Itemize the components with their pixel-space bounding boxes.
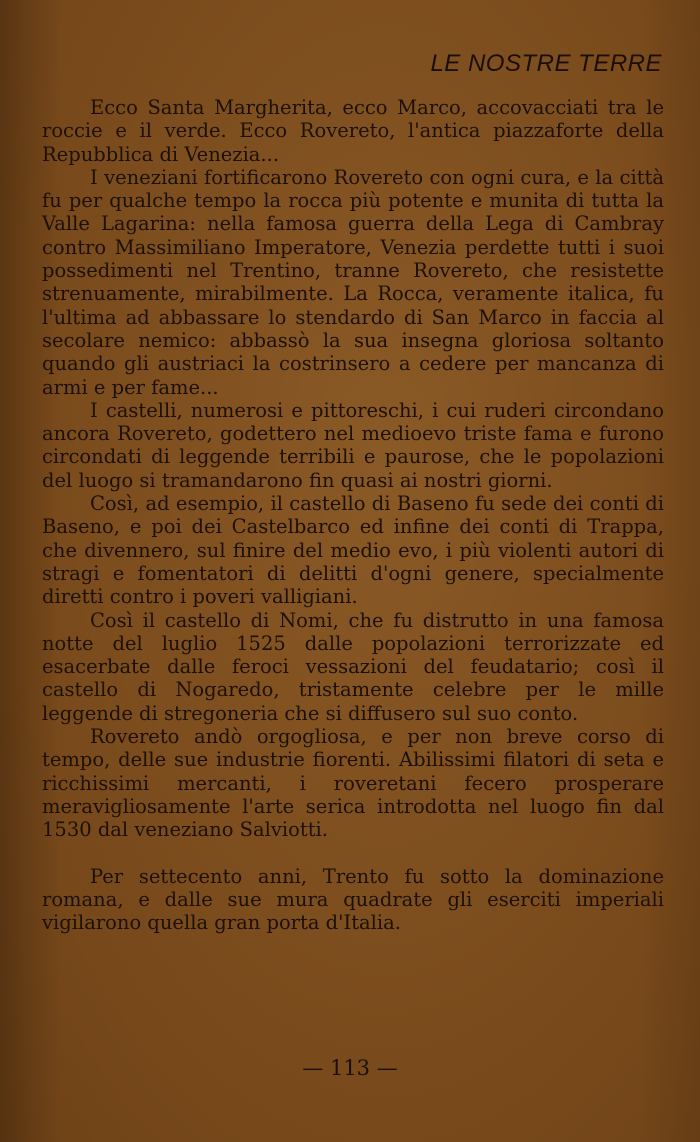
paragraph-1: Ecco Santa Margherita, ecco Marco, accovacciati tra le roccie e il verde. Ecco Rovereto, l'antica piazzaforte della Repubblica di Venezia... [42, 96, 664, 166]
paragraph-2: I veneziani fortificarono Rovereto con ogni cura, e la città fu per qualche tempo la rocca più potente e munita di tutta la Valle Lagarina: nella famosa guerra della Lega di Cambray contro Massimiliano Imperatore, Venezia perdette tutti i suoi possedimenti nel Trentino, tranne Rovereto, che resistette strenuamente, mirabilmente. La Rocca, veramente italica, fu l'ultima ad abbassare lo stendardo di San Marco in faccia al secolare nemico: abbassò la sua insegna gloriosa soltanto quando gli austriaci la costrinsero a cedere per mancanza di armi e per fame... [42, 165, 664, 399]
paragraph-6: Rovereto andò orgogliosa, e per non breve corso di tempo, delle sue industrie fiorenti. Abilissimi filatori di seta e ricchissimi mercanti, i roveretani fecero prosperare meravigliosamente l'arte serica introdotta nel luogo fin dal 1530 dal veneziano Salviotti. [42, 725, 664, 842]
paragraph-5: Così il castello di Nomi, che fu distrutto in una famosa notte del luglio 1525 dalle popolazioni terrorizzate ed esacerbate dalle feroci vessazioni del feudatario; così il castello di Nogaredo, tristamente celebre per le mille leggende di stregoneria che si diffusero sul suo conto. [42, 608, 664, 725]
running-head: LE NOSTRE TERRE [430, 50, 662, 77]
page-number: — 113 — [302, 1056, 398, 1080]
paragraph-3: I castelli, numerosi e pittoreschi, i cui ruderi circondano ancora Rovereto, godettero nel medioevo triste fama e furono circondati di leggende terribili e paurose, che le popolazioni del luogo si tramandarono fin quasi ai nostri giorni. [42, 398, 664, 492]
paragraph-7: Per settecento anni, Trento fu sotto la dominazione romana, e dalle sue mura quadrate gli eserciti imperiali vigilarono quella gran porta d'Italia. [42, 864, 664, 935]
page-body [42, 96, 664, 934]
paragraph-4: Così, ad esempio, il castello di Baseno fu sede dei conti di Baseno, e poi dei Castelbarco ed infine dei conti di Trappa, che divennero, sul finire del medio evo, i più violenti autori di stragi e fomentatori di delitti d'ogni genere, specialmente diretti contro i poveri valligiani. [42, 492, 664, 609]
